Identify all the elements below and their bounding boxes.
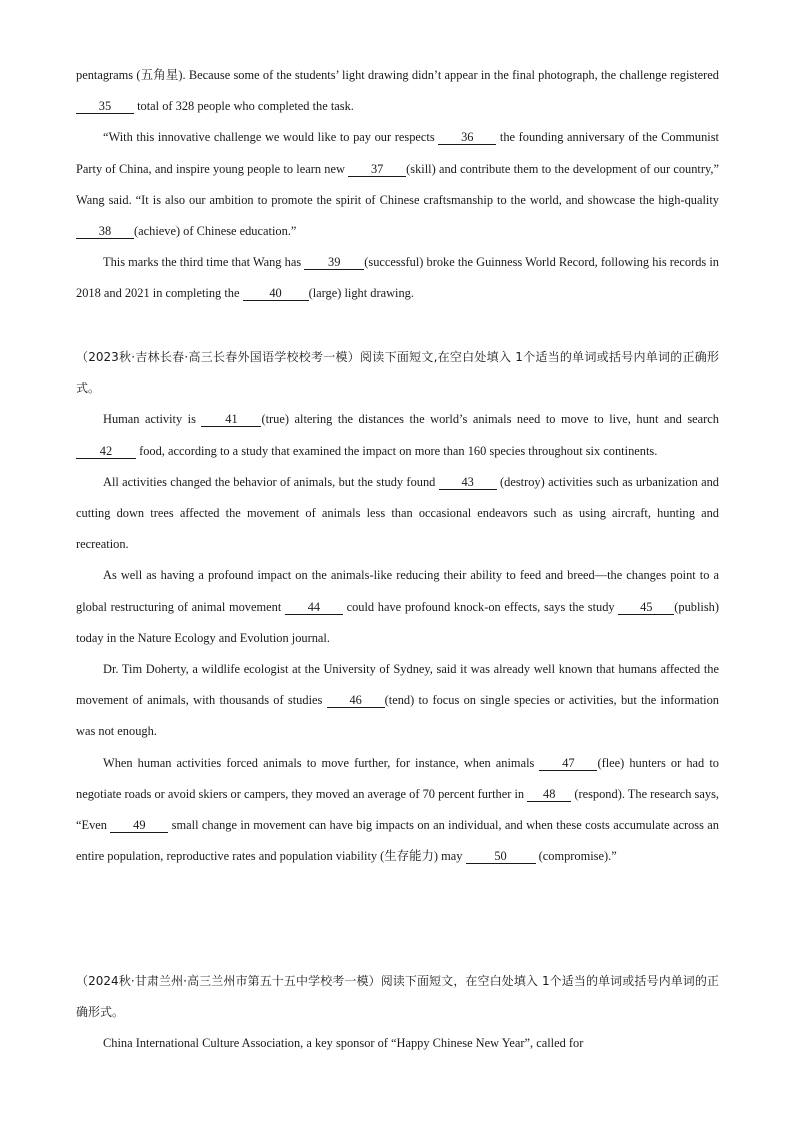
paragraph <box>76 467 719 561</box>
blank-44[interactable]: 44 <box>285 600 343 615</box>
blank-49[interactable]: 49 <box>110 818 168 833</box>
paragraph <box>76 60 719 122</box>
text: total of 328 people who completed the task. <box>134 99 354 114</box>
text: (large) light drawing. <box>308 286 414 301</box>
blank-36[interactable]: 36 <box>438 130 496 145</box>
text: (successful) broke the Guinness World Record, following his records in 2018 and 2021 in completing the <box>76 255 719 301</box>
text: pentagrams (五角星). Because some of the students’ light drawing didn’t appear in the final photograph, the challenge registered <box>76 68 719 82</box>
text: (tend) to focus on single species or activities, but the information was not enough. <box>76 693 719 739</box>
text: (publish) today in the Nature Ecology and Evolution journal. <box>76 599 720 645</box>
text: “With this innovative challenge we would like to pay our respects <box>103 130 439 145</box>
paragraph: China International Culture Association, a key sponsor of “Happy Chinese New Year”, called for <box>103 1036 584 1051</box>
paragraph <box>76 560 719 654</box>
text: As well as having a profound impact on the animals-like reducing their ability to feed and breed—the changes point to a global restructuring of animal movement <box>76 568 719 614</box>
blank-42[interactable]: 42 <box>76 444 136 459</box>
paragraph <box>76 247 719 309</box>
text: small change in movement can have big impacts on an individual, and when these costs accumulate across an entire population, reproductive rates and population viability (生存能力) may <box>76 818 719 864</box>
text: (true) altering the distances the world’s animals need to move to live, hunt and search <box>261 412 720 427</box>
text: This marks the third time that Wang has <box>103 255 305 270</box>
text: (achieve) of Chinese education.” <box>134 224 297 239</box>
text: food, according to a study that examined the impact on more than 160 species throughout six continents. <box>136 443 658 458</box>
paragraph <box>76 404 719 466</box>
blank-37[interactable]: 37 <box>348 162 406 177</box>
blank-43[interactable]: 43 <box>439 475 497 490</box>
text: (skill) and contribute them to the development of our country,” Wang said. “It is also our ambition to promote the spirit of Chinese craftsmanship to the world, and showcase the high-quality <box>76 161 719 207</box>
blank-45[interactable]: 45 <box>618 600 674 615</box>
text: (destroy) activities such as urbanization and cutting down trees affected the movement of animals less than occasional endeavors such as using aircraft, hunting and recreation. <box>76 474 719 552</box>
text: (flee) hunters or had to negotiate roads or avoid skiers or campers, they moved an average of 70 percent further in <box>76 755 719 801</box>
text: All activities changed the behavior of animals, but the study found <box>103 474 439 489</box>
blank-47[interactable]: 47 <box>539 756 597 771</box>
blank-50[interactable]: 50 <box>466 849 536 864</box>
section-header: （2024秋·甘肃兰州·高三兰州市第五十五中学校考一模）阅读下面短文，在空白处填入 1个适当的单词或括号内单词的正确形式。 <box>76 974 719 1020</box>
blank-41[interactable]: 41 <box>201 412 261 427</box>
blank-46[interactable]: 46 <box>327 693 385 708</box>
section-header: （2023秋·吉林长春·高三长春外国语学校校考一模）阅读下面短文,在空白处填入 1个适当的单词或括号内单词的正确形式。 <box>76 350 719 396</box>
paragraph <box>76 748 719 873</box>
passage-1 <box>76 60 719 310</box>
text: (respond). The research says, “Even <box>76 786 719 833</box>
paragraph <box>76 654 719 748</box>
text: (compromise).” <box>535 849 617 864</box>
text: could have profound knock-on effects, says the study <box>342 599 619 614</box>
blank-48[interactable]: 48 <box>527 787 571 802</box>
text: Human activity is <box>103 412 202 427</box>
blank-39[interactable]: 39 <box>304 255 364 270</box>
text: Dr. Tim Doherty, a wildlife ecologist at the University of Sydney, said it was already well known that humans affected the movement of animals, with thousands of studies <box>76 662 719 708</box>
text: When human activities forced animals to move further, for instance, when animals <box>103 755 540 770</box>
passage-2 <box>76 342 719 872</box>
passage-3 <box>76 966 719 1060</box>
blank-40[interactable]: 40 <box>243 286 309 301</box>
blank-38[interactable]: 38 <box>76 224 134 239</box>
paragraph <box>76 122 719 247</box>
text: the founding anniversary of the Communist Party of China, and inspire young people to learn new <box>76 130 719 176</box>
blank-35[interactable]: 35 <box>76 99 134 114</box>
